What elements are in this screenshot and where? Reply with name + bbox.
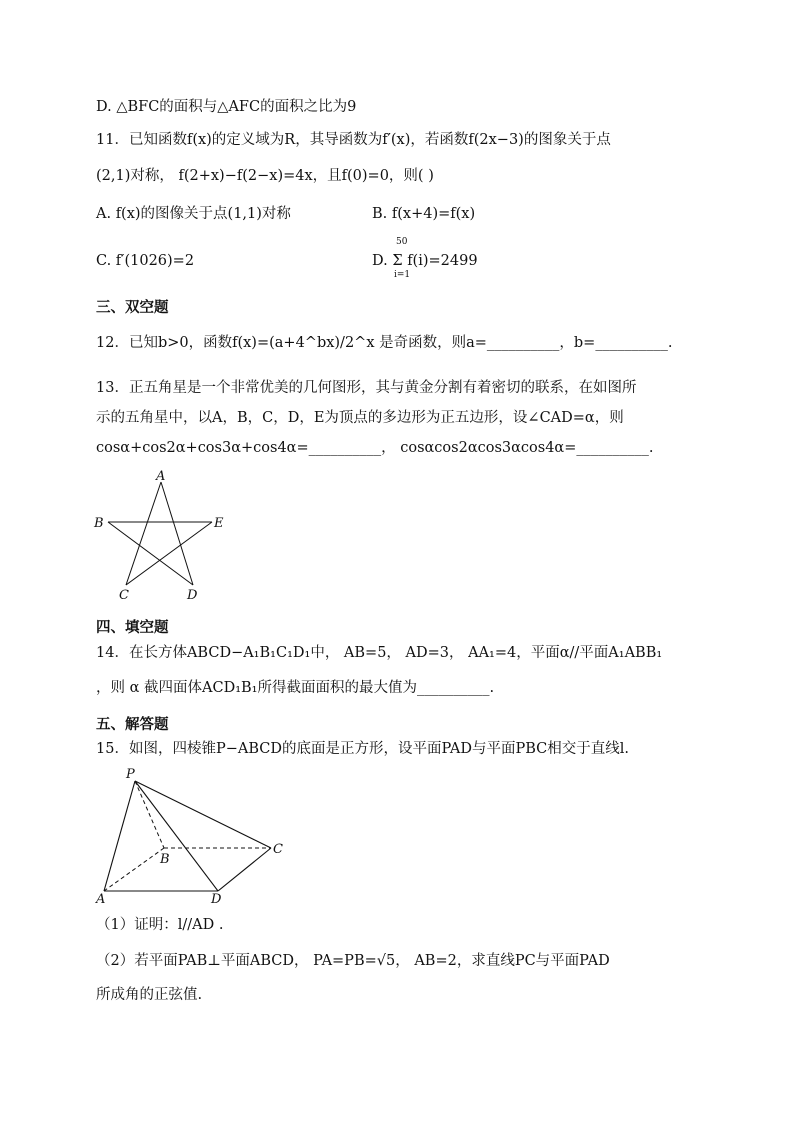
pyramid-label-b: B — [160, 852, 170, 867]
q11-option-a: A. f(x)的图像关于点(1,1)对称 — [96, 206, 291, 222]
star-label-a: A — [156, 469, 166, 484]
star-label-e: E — [214, 516, 224, 531]
q15-line: 15．如图，四棱锥P−ABCD的底面是正方形，设平面PAD与平面PBC相交于直线l. — [96, 741, 630, 757]
section-heading-5: 五、解答题 — [96, 717, 169, 733]
section-heading-4: 四、填空题 — [96, 620, 169, 636]
q11-option-b: B. f(x+4)=f(x) — [372, 206, 476, 222]
q15-part2-line1: （2）若平面PAB⊥平面ABCD， PA=PB=√5， AB=2，求直线PC与平面PAD — [96, 953, 610, 969]
pyramid-label-p: P — [126, 767, 135, 782]
pyramid-label-a: A — [96, 892, 106, 904]
star-label-b: B — [94, 516, 104, 531]
option-d-prev: D. △BFC的面积与△AFC的面积之比为9 — [96, 99, 357, 115]
pyramid-label-d: D — [211, 892, 222, 904]
q14-line1: 14．在长方体ABCD−A₁B₁C₁D₁中， AB=5， AD=3， AA₁=4，平面α//平面A₁ABB₁ — [96, 645, 663, 661]
q11-line2: (2,1)对称， f(2+x)−f(2−x)=4x，且f(0)=0，则( ) — [96, 168, 434, 184]
pyramid-label-c: C — [273, 842, 283, 857]
q11-option-d: D. Σ f(i)=2499 — [372, 253, 478, 269]
pentagram-figure — [88, 466, 248, 606]
sigma-upper: 50 — [396, 237, 408, 247]
q11-option-c: C. f′(1026)=2 — [96, 253, 195, 269]
star-label-c: C — [119, 588, 129, 603]
pyramid-figure — [92, 764, 302, 904]
q13-line2: 示的五角星中，以A，B，C，D，E为顶点的多边形为正五边形，设∠CAD=α，则 — [96, 410, 624, 426]
section-heading-3: 三、双空题 — [96, 300, 169, 316]
star-label-d: D — [187, 588, 198, 603]
sigma-lower: i=1 — [394, 270, 411, 280]
q14-line2: ，则 α 截四面体ACD₁B₁所得截面面积的最大值为__________. — [96, 680, 495, 696]
q13-line3: cosα+cos2α+cos3α+cos4α=__________， cosαcos2αcos3αcos4α=__________. — [96, 440, 654, 456]
q13-line1: 13．正五角星是一个非常优美的几何图形，其与黄金分割有着密切的联系，在如图所 — [96, 380, 637, 396]
q12-line: 12．已知b>0，函数f(x)=(a+4^bx)/2^x 是奇函数，则a=__________，b=__________. — [96, 335, 673, 351]
q11-line1: 11．已知函数f(x)的定义域为R，其导函数为f′(x)，若函数f(2x−3)的图象关于点 — [96, 132, 611, 148]
q15-part2-line2: 所成角的正弦值. — [96, 987, 203, 1003]
q15-part1: （1）证明：l//AD . — [96, 917, 224, 933]
